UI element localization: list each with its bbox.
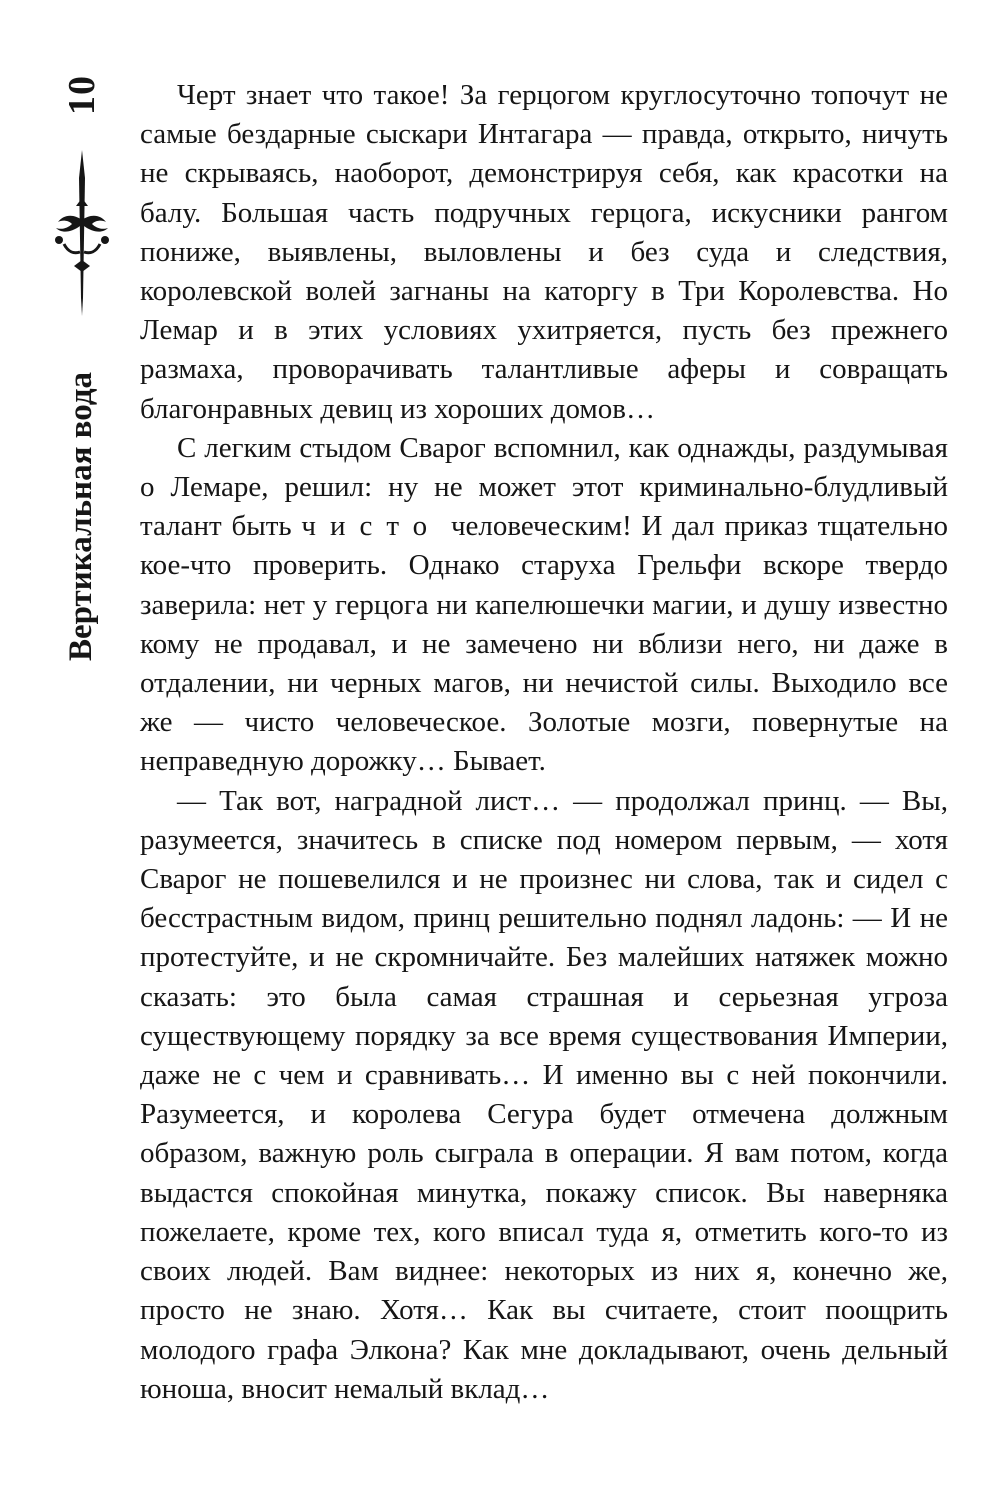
book-title: Вертикальная вода bbox=[63, 371, 100, 661]
paragraph-3: — Так вот, наградной лист… — продолжал принц. — Вы, разумеется, значитесь в списке под номером первым, — хотя Сварог не пошевелился и не произнес ни слова, так и сидел с бесстрастным видом, принц решительно поднял ладонь: — И не протестуйте, и не скромничайте. Без малейших натяжек можно сказать: это была самая страшная и серьезная угроза существующему порядку за все время существования Империи, даже не с чем и сравнивать… И именно вы с ней покончили. Разумеется, и королева Сегура будет отмечена должным образом, важную роль сыграла в операции. Я вам потом, когда выдастся спокойная минутка, покажу список. Вы наверняка пожелаете, кроме тех, кого вписал туда я, отметить кого-то из своих людей. Вам виднее: некоторых из них я, конечно же, просто не знаю. Хотя… Как вы считаете, стоит поощрить молодого графа Элкона? Как мне докладывают, очень дельный юноша, вносит немалый вклад… bbox=[140, 784, 948, 1405]
emphasized-word: чисто bbox=[301, 510, 442, 543]
sword-ornament-icon bbox=[52, 148, 112, 318]
running-header bbox=[40, 62, 124, 661]
paragraph-1: Черт знает что такое! За герцогом круглосуточно топочут не самые бездарные сыскари Интагара — правда, открыто, ничуть не скрываясь, наоборот, демонстрируя себя, как красотки на балу. Большая часть подручных герцога, искусники рангом пониже, выявлены, выловлены и без суда и следствия, королевской волей загнаны на каторгу в Три Королевства. Но Лемар и в этих условиях ухитряется, пусть без прежнего размаха, проворачивать талантливые аферы и совращать благонравных девиц из хороших домов… bbox=[140, 79, 948, 425]
paragraph-2: С легким стыдом Сварог вспомнил, как однажды, раздумывая о Лемаре, решил: ну не может этот криминально-блудливый талант быть чисто человеческим! И дал приказ тщательно кое-что проверить. Однако старуха Грельфи вскоре твердо заверила: нет у герцога ни капелюшечки магии, и душу известно кому не продавал, и не замечено ни вблизи него, ни даже в отдалении, ни черных магов, ни нечистой силы. Выходило все же — чисто человеческое. Золотые мозги, повернутые на неправедную дорожку… Бывает. bbox=[140, 431, 949, 778]
body-text bbox=[140, 76, 948, 1409]
page-number: 10 bbox=[61, 75, 103, 115]
